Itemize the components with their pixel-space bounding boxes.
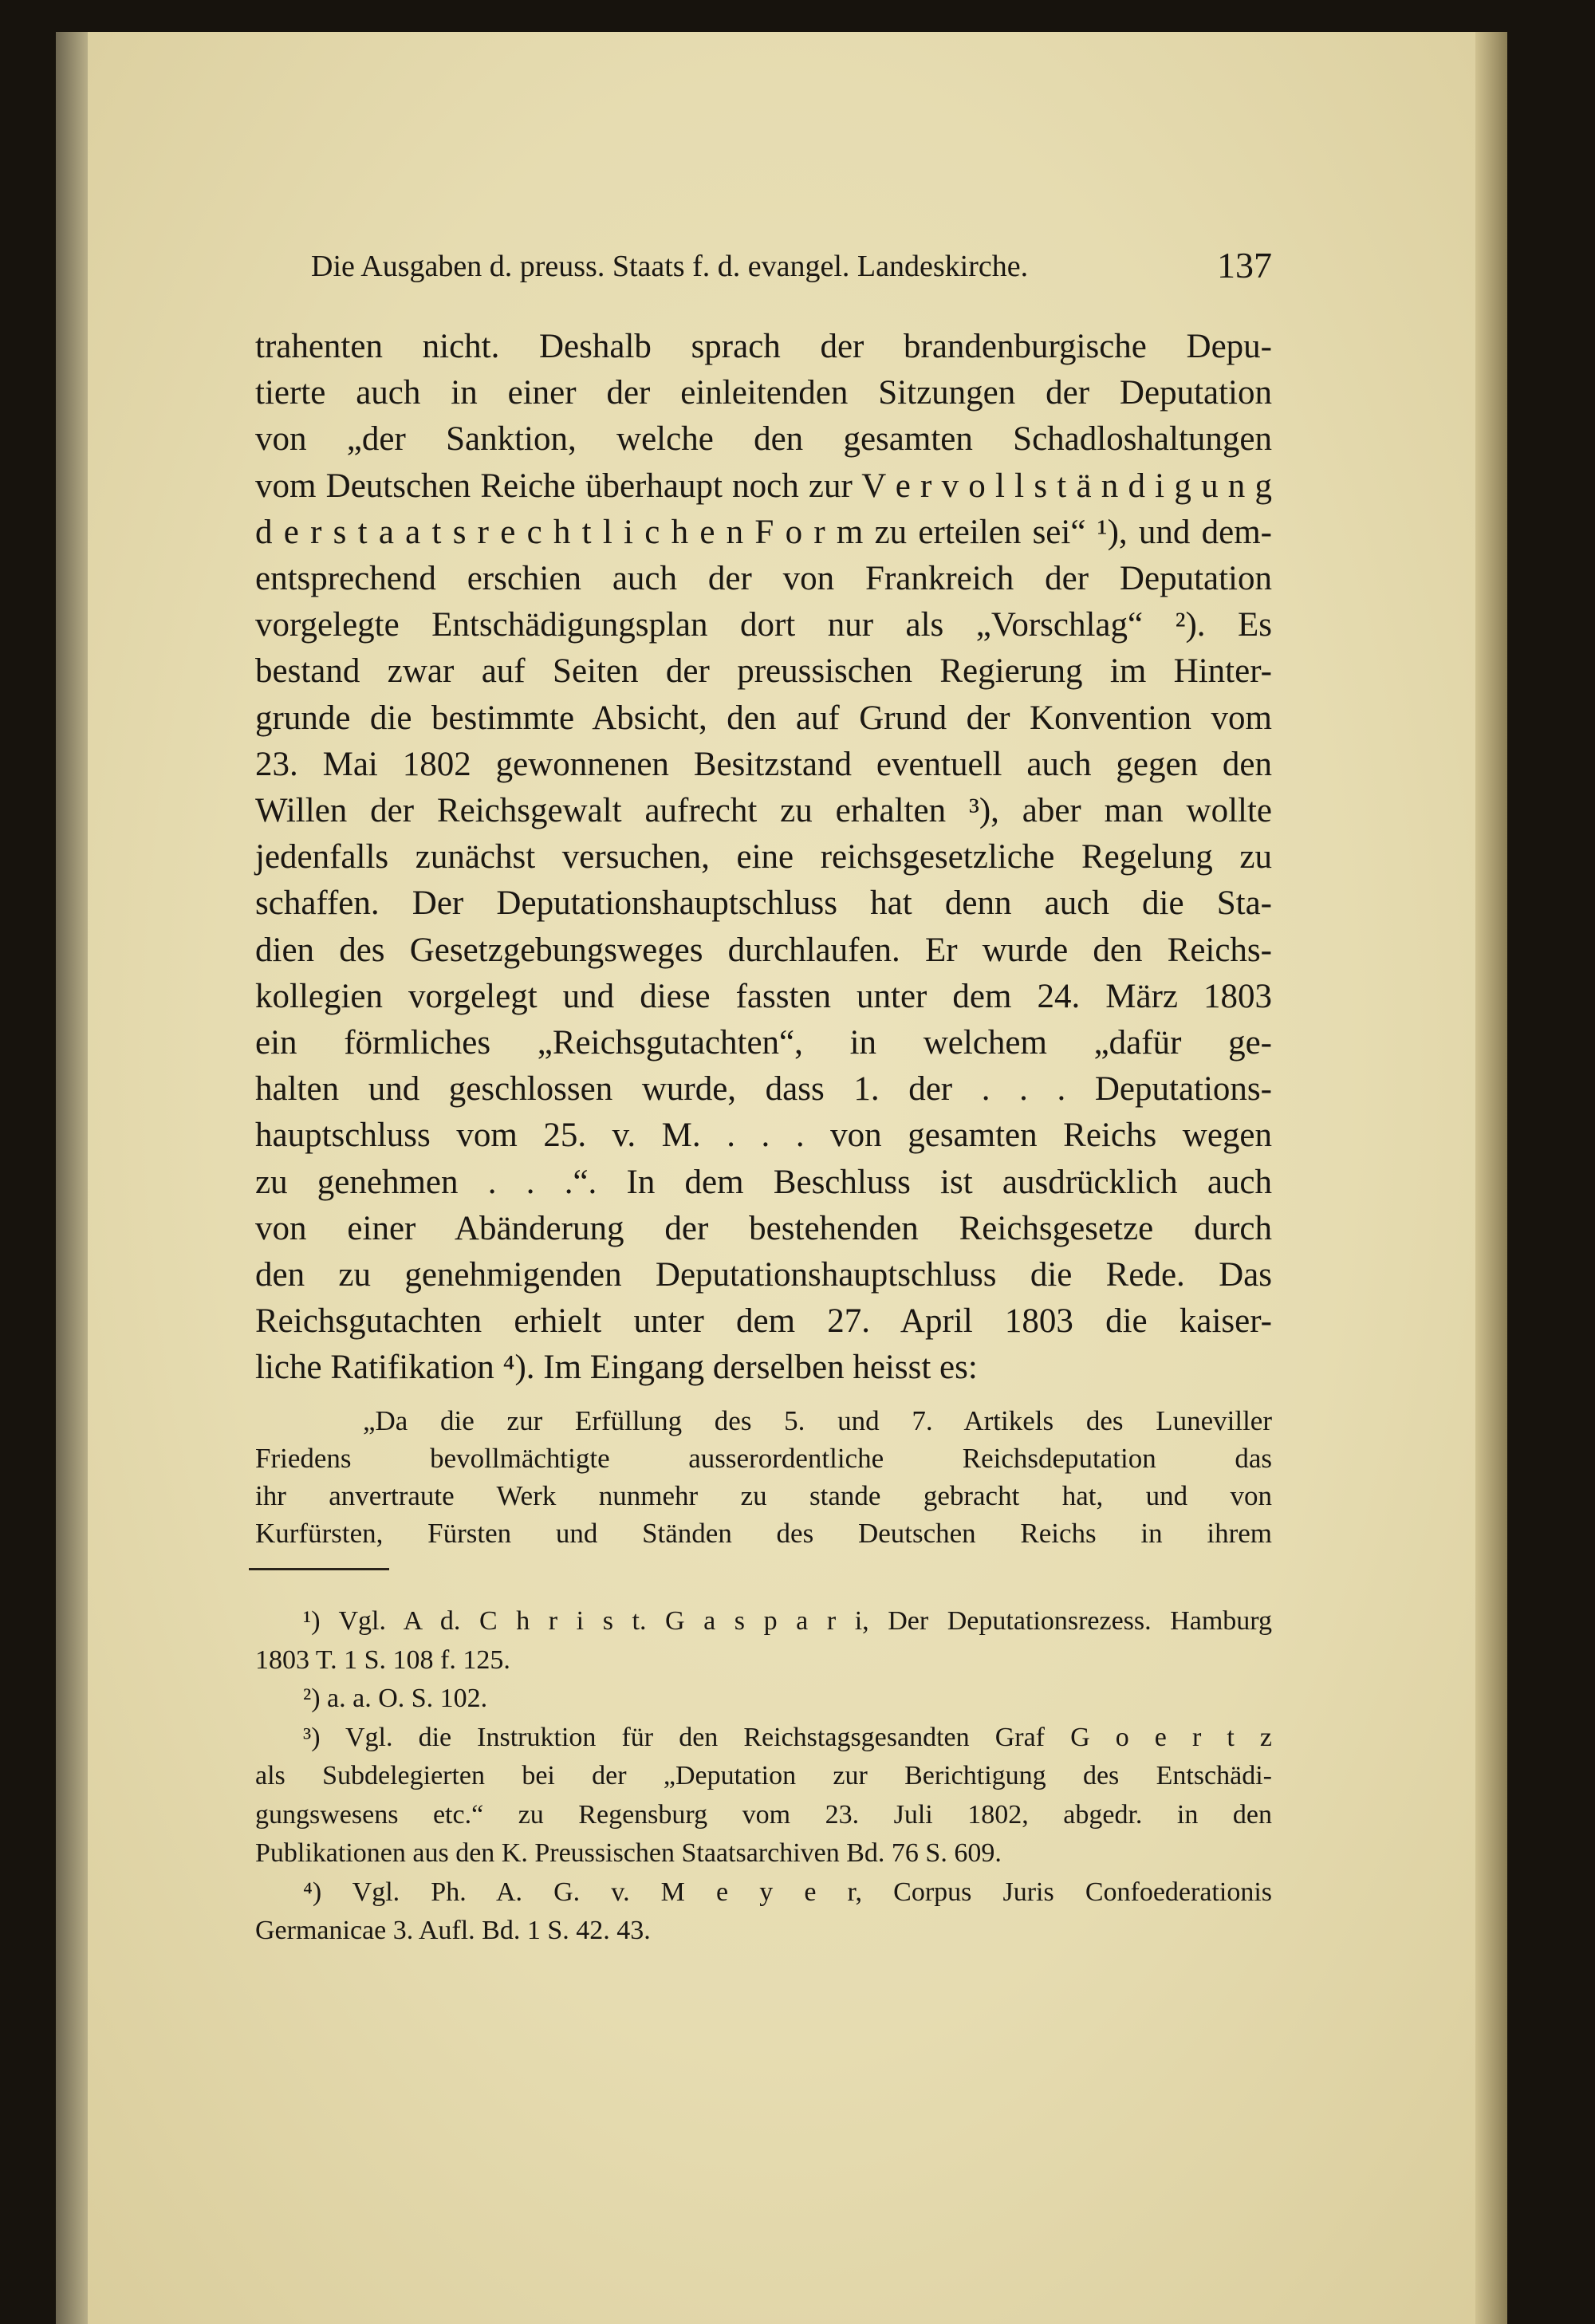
body-text-line: Reichsgutachten erhielt unter dem 27. April 1803 die kaiser- xyxy=(255,1302,1272,1341)
footnote-line: als Subdelegierten bei der „Deputation zur Berichtigung des Entschädi- xyxy=(255,1761,1272,1790)
body-text-line: vorgelegte Entschädigungsplan dort nur als „Vorschlag“ ²). Es xyxy=(255,606,1272,644)
body-text-line: Willen der Reichsgewalt aufrecht zu erhalten ³), aber man wollte xyxy=(255,792,1272,829)
quote-text-line: Kurfürsten, Fürsten und Ständen des Deutschen Reichs in ihrem xyxy=(255,1518,1272,1549)
body-text-line: hauptschluss vom 25. v. M. . . . von gesamten Reichs wegen xyxy=(255,1117,1272,1155)
footnote-separator xyxy=(249,1568,389,1570)
footnote-line: ²) a. a. O. S. 102. xyxy=(303,1684,488,1713)
body-text-line: jedenfalls zunächst versuchen, eine reichsgesetzliche Regelung zu xyxy=(255,838,1272,876)
body-text-line: bestand zwar auf Seiten der preussischen Regierung im Hinter- xyxy=(255,652,1272,691)
body-text-line: dien des Gesetzgebungsweges durchlaufen. Er wurde den Reichs- xyxy=(255,931,1272,969)
footnote-line: Publikationen aus den K. Preussischen Staatsarchiven Bd. 76 S. 609. xyxy=(255,1838,1002,1868)
body-text-line: grunde die bestimmte Absicht, den auf Grund der Konvention vom xyxy=(255,699,1272,737)
quote-text-line: Friedens bevollmächtigte ausserordentliche Reichsdeputation das xyxy=(255,1443,1272,1474)
footnote-line: 1803 T. 1 S. 108 f. 125. xyxy=(255,1645,510,1675)
binding-gutter xyxy=(56,32,88,2324)
running-title: Die Ausgaben d. preuss. Staats f. d. evangel. Landeskirche. xyxy=(311,250,1029,283)
body-text-line: liche Ratifikation ⁴). Im Eingang derselben heisst es: xyxy=(255,1349,978,1387)
body-text-line: von „der Sanktion, welche den gesamten Schadloshaltungen xyxy=(255,420,1272,459)
quote-text-line: „Da die zur Erfüllung des 5. und 7. Artikels des Luneviller xyxy=(363,1405,1272,1436)
footnote-line: Germanicae 3. Aufl. Bd. 1 S. 42. 43. xyxy=(255,1916,651,1945)
body-text-line: tierte auch in einer der einleitenden Sitzungen der Deputation xyxy=(255,374,1272,412)
footnote-line: ⁴) Vgl. Ph. A. G. v. M e y e r, Corpus Juris Confoederationis xyxy=(303,1877,1272,1907)
quote-text-line: ihr anvertraute Werk nunmehr zu stande gebracht hat, und von xyxy=(255,1480,1272,1511)
body-text-line: zu genehmen . . .“. In dem Beschluss ist ausdrücklich auch xyxy=(255,1163,1272,1201)
body-text-line: 23. Mai 1802 gewonnenen Besitzstand eventuell auch gegen den xyxy=(255,745,1272,783)
page-number: 137 xyxy=(1217,245,1272,286)
body-text-line: von einer Abänderung der bestehenden Reichsgesetze durch xyxy=(255,1209,1272,1247)
footnote-line: ¹) Vgl. A d. C h r i s t. G a s p a r i, Der Deputationsrezess. Hamburg xyxy=(303,1606,1272,1636)
body-text-line: ein förmliches „Reichsgutachten“, in welchem „dafür ge- xyxy=(255,1024,1272,1062)
footnote-line: gungswesens etc.“ zu Regensburg vom 23. Juli 1802, abgedr. in den xyxy=(255,1799,1272,1830)
body-text-line: d e r s t a a t s r e c h t l i c h e n F o r m zu erteilen sei“ ¹), und dem- xyxy=(255,513,1272,551)
page-edge xyxy=(1475,32,1507,2324)
body-text-line: entsprechend erschien auch der von Frankreich der Deputation xyxy=(255,560,1272,597)
body-text-line: halten und geschlossen wurde, dass 1. der . . . Deputations- xyxy=(255,1070,1272,1109)
body-text-line: kollegien vorgelegt und diese fassten unter dem 24. März 1803 xyxy=(255,977,1272,1015)
body-text-line: schaffen. Der Deputationshauptschluss hat denn auch die Sta- xyxy=(255,884,1272,923)
footnote-line: ³) Vgl. die Instruktion für den Reichstagsgesandten Graf G o e r t z xyxy=(303,1722,1272,1752)
body-text-line: den zu genehmigenden Deputationshauptschluss die Rede. Das xyxy=(255,1256,1272,1294)
body-text-line: vom Deutschen Reiche überhaupt noch zur V e r v o l l s t ä n d i g u n g xyxy=(255,467,1272,505)
body-text-line: trahenten nicht. Deshalb sprach der brandenburgische Depu- xyxy=(255,328,1272,365)
